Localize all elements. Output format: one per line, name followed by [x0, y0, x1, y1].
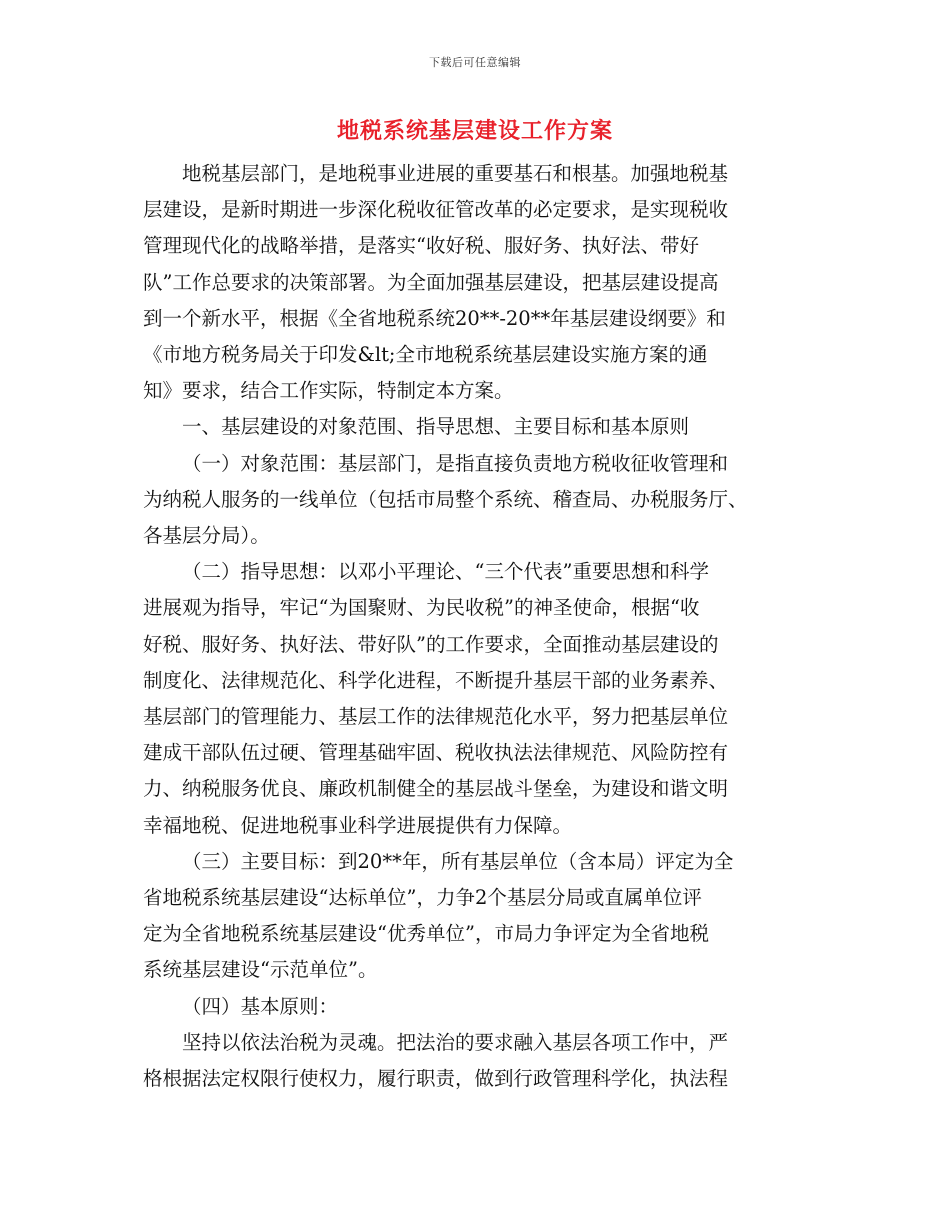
text-line: 基层部门的管理能力、基层工作的法律规范化水平，努力把基层单位	[143, 705, 729, 729]
text-line: 一、基层建设的对象范围、指导思想、主要目标和基本原则	[182, 415, 690, 439]
text-line: 幸福地税、促进地税事业科学进展提供有力保障。	[143, 813, 573, 837]
text-line: 省地税系统基层建设“达标单位”，力争2个基层分局或直属单位评	[143, 886, 702, 910]
text-line: （一）对象范围：基层部门，是指直接负责地方税收征收管理和	[182, 451, 729, 475]
text-line: 坚持以依法治税为灵魂。把法治的要求融入基层各项工作中，严	[182, 1030, 729, 1054]
text-line: 地税基层部门，是地税事业进展的重要基石和根基。加强地税基	[182, 162, 729, 185]
text-line: 队”工作总要求的决策部署。为全面加强基层建设，把基层建设提高	[143, 270, 719, 294]
text-line: 到一个新水平，根据《全省地税系统20**-20**年基层建设纲要》和	[143, 306, 726, 330]
text-line: 定为全省地税系统基层建设“优秀单位”，市局力争评定为全省地税	[143, 922, 709, 946]
text-line: （二）指导思想：以邓小平理论、“三个代表”重要思想和科学	[182, 560, 709, 584]
document-body	[143, 156, 815, 1097]
text-line: 管理现代化的战略举措，是落实“收好税、服好务、执好法、带好	[143, 234, 699, 258]
text-line: 《市地方税务局关于印发&lt;全市地税系统基层建设实施方案的通	[143, 343, 708, 367]
text-line: 系统基层建设“示范单位”。	[143, 958, 378, 982]
text-line: 力、纳税服务优良、廉政机制健全的基层战斗堡垒，为建设和谐文明	[143, 777, 729, 801]
text-line: （三）主要目标：到20**年，所有基层单位（含本局）评定为全	[182, 849, 734, 873]
text-line: 制度化、法律规范化、科学化进程，不断提升基层干部的业务素养、	[143, 668, 729, 692]
text-line: 层建设，是新时期进一步深化税收征管改革的必定要求，是实现税收	[143, 198, 729, 222]
text-line: 各基层分局）。	[143, 524, 270, 548]
text-line: 为纳税人服务的一线单位（包括市局整个系统、稽查局、办税服务厅、	[143, 487, 748, 511]
text-line: 建成干部队伍过硬、管理基础牢固、税收执法法律规范、风险防控有	[143, 741, 729, 765]
text-line: 好税、服好务、执好法、带好队”的工作要求，全面推动基层建设的	[143, 632, 719, 656]
text-line: （四）基本原则：	[182, 994, 339, 1018]
text-line: 知》要求，结合工作实际，特制定本方案。	[143, 379, 514, 403]
text-line: 进展观为指导，牢记“为国聚财、为民收税”的神圣使命，根据“收	[143, 596, 700, 620]
text-line: 格根据法定权限行使权力，履行职责，做到行政管理科学化，执法程	[143, 1067, 729, 1091]
header-note: 下载后可任意编辑	[429, 56, 521, 69]
document-title: 地税系统基层建设工作方案	[336, 118, 613, 144]
